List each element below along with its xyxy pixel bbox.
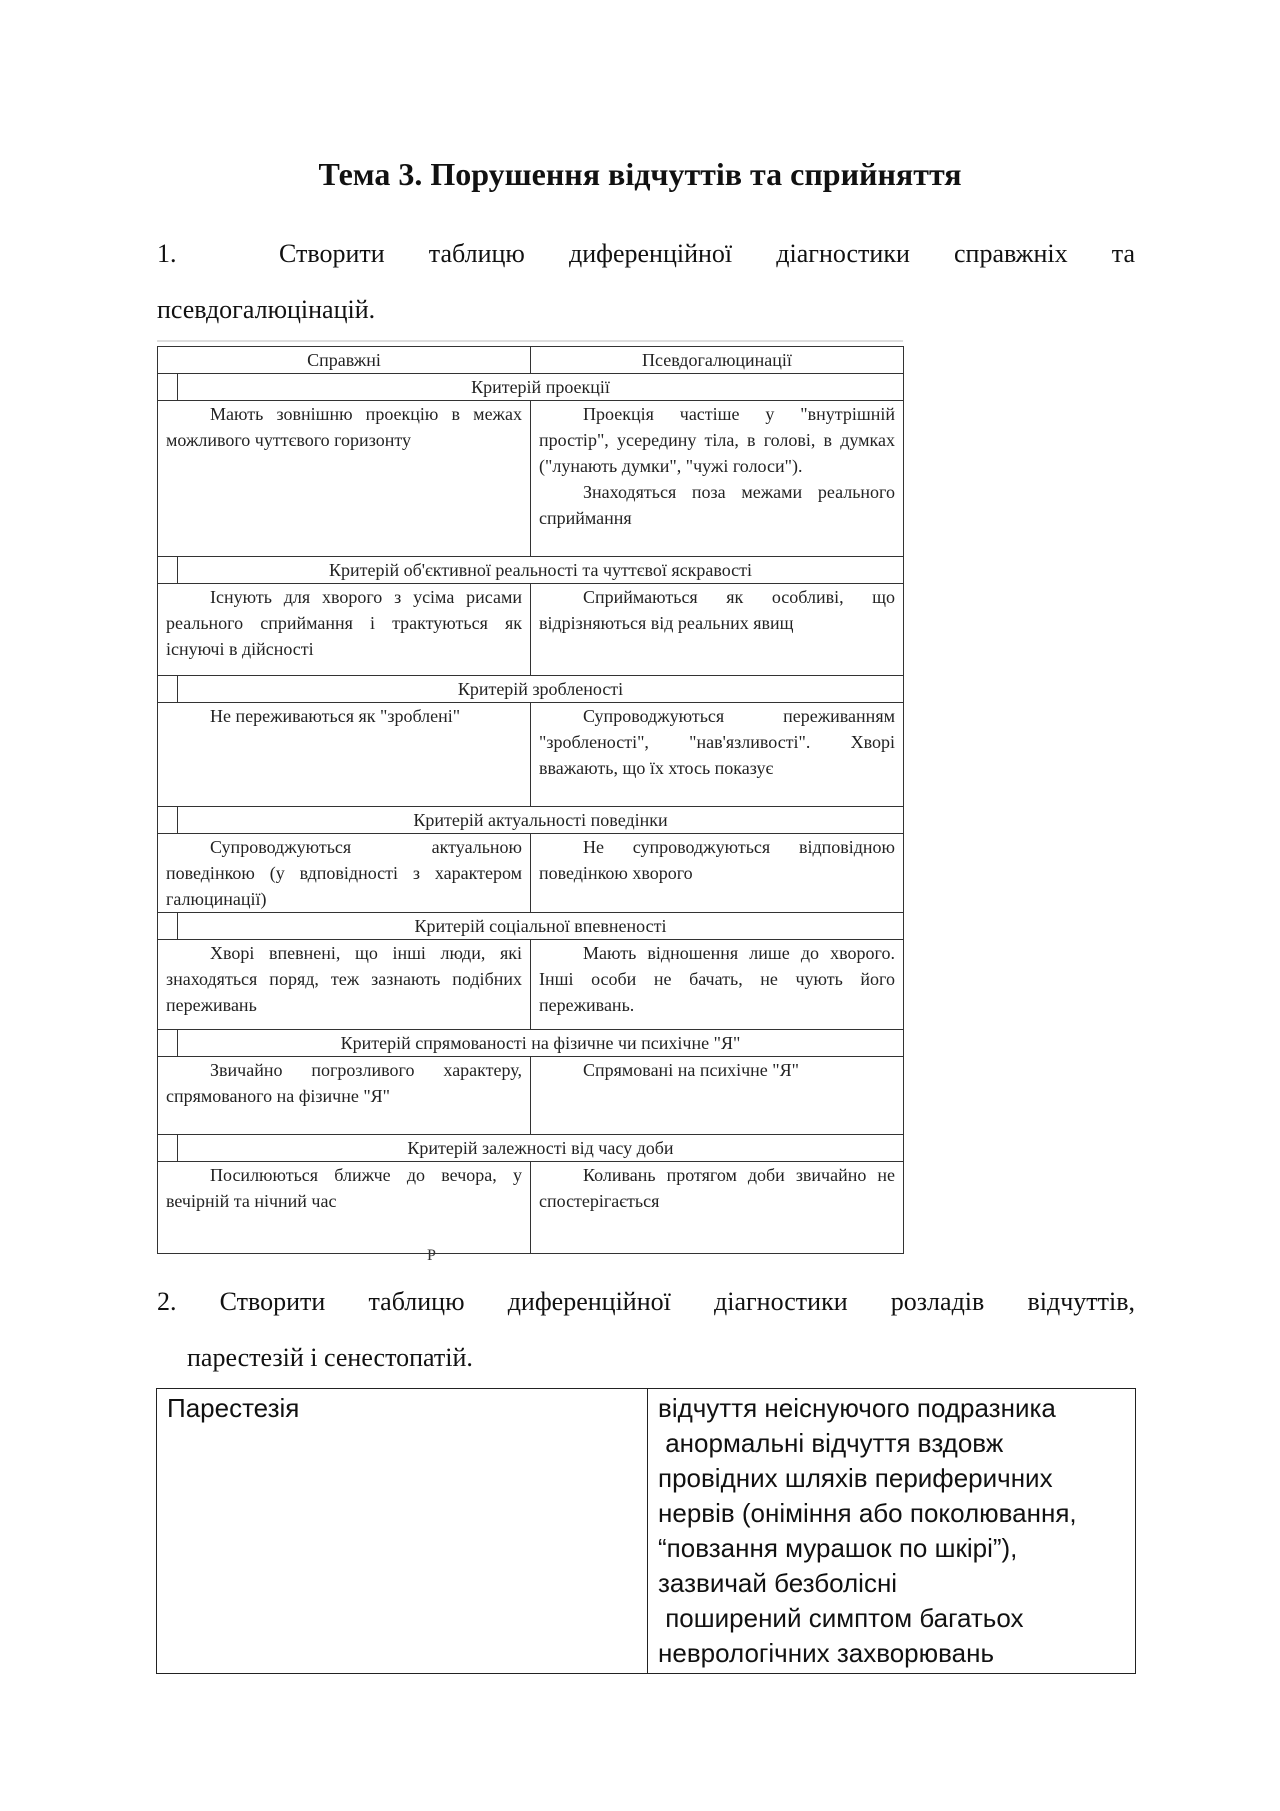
task-2 xyxy=(157,1274,1135,1386)
stub-cell xyxy=(158,807,178,834)
true-cell: Посилюються ближче до вечора, у вечірній та нічний час xyxy=(158,1162,531,1254)
header-row xyxy=(158,347,904,374)
definition-line: анормальні відчуття вздовж xyxy=(658,1428,1004,1458)
criterion-label: Критерій спрямованості на фізичне чи психічне "Я" xyxy=(178,1030,904,1057)
true-cell: Існують для хворого з усіма рисами реального сприймання і трактуються як існуючі в дійсності xyxy=(158,584,531,676)
stub-cell xyxy=(158,557,178,584)
task-2-text-line2: парестезій і сенестопатій. xyxy=(187,1343,473,1372)
criterion-label: Критерій соціальної впевненості xyxy=(178,913,904,940)
criterion-row xyxy=(158,1135,904,1162)
scanned-table-image xyxy=(157,340,903,1264)
content-row xyxy=(158,940,904,1030)
definition-line: зазвичай безболісні xyxy=(658,1568,898,1598)
definition-cell xyxy=(648,1389,1136,1674)
pseudo-cell: Коливань протягом доби звичайно не спостерігається xyxy=(531,1162,904,1254)
criterion-label: Критерій об'єктивної реальності та чуттєвої яскравості xyxy=(178,557,904,584)
definition-line: поширений симптом багатьох xyxy=(658,1603,1024,1633)
stub-cell xyxy=(158,374,178,401)
true-cell: Звичайно погрозливого характеру, спрямованого на фізичне "Я" xyxy=(158,1057,531,1135)
scan-trailing-fragment: Р xyxy=(427,1247,436,1264)
pseudo-cell: Проекція частіше у "внутрішній простір", усередину тіла, в голові, в думках ("лунають думки", "чужі голоси"). Знаходяться поза межами реального сприймання xyxy=(531,401,904,557)
content-row xyxy=(158,1162,904,1254)
criterion-label: Критерій залежності від часу доби xyxy=(178,1135,904,1162)
criterion-row xyxy=(158,1030,904,1057)
criterion-row xyxy=(158,557,904,584)
pseudo-cell: Не супроводжуються відповідною поведінкою хворого xyxy=(531,834,904,913)
stub-cell xyxy=(158,913,178,940)
differential-table-paresthesia xyxy=(156,1388,1136,1674)
task-1 xyxy=(157,226,1135,338)
differential-table-hallucinations xyxy=(157,346,904,1254)
definition-line: неврологічних захворювань xyxy=(658,1638,995,1668)
task-1-number: 1. xyxy=(157,239,177,268)
true-cell: Супроводжуються актуальною поведінкою (у вдповідності з характером галюцинації) xyxy=(158,834,531,913)
definition-line: відчуття неіснуючого подразника xyxy=(658,1393,1056,1423)
criterion-row xyxy=(158,676,904,703)
criterion-label: Критерій актуальності поведінки xyxy=(178,807,904,834)
task-2-number: 2. xyxy=(157,1287,177,1316)
true-cell: Не переживаються як "зроблені" xyxy=(158,703,531,807)
true-cell: Мають зовнішню проекцію в межах можливого чуттєвого горизонту xyxy=(158,401,531,557)
true-cell: Хворі впевнені, що інші люди, які знаходяться поряд, теж зазнають подібних переживань xyxy=(158,940,531,1030)
content-row xyxy=(158,703,904,807)
definition-line: нервів (оніміння або поколювання, xyxy=(658,1498,1077,1528)
header-pseudo: Псевдогалюцинації xyxy=(531,347,904,374)
term-cell: Парестезія xyxy=(157,1389,648,1674)
task-2-text-line1: Створити таблицю диференційної діагностики розладів відчуттів, xyxy=(219,1287,1135,1316)
content-row xyxy=(158,834,904,913)
definition-line: провідних шляхів периферичних xyxy=(658,1463,1053,1493)
content-row xyxy=(158,1057,904,1135)
pseudo-cell: Супроводжуються переживанням "зробленості", "нав'язливості". Хворі вважають, що їх хтось показує xyxy=(531,703,904,807)
scan-top-edge xyxy=(157,340,903,342)
stub-cell xyxy=(158,1135,178,1162)
criterion-row xyxy=(158,807,904,834)
criterion-row xyxy=(158,913,904,940)
criterion-row xyxy=(158,374,904,401)
criterion-label: Критерій зробленості xyxy=(178,676,904,703)
table-row xyxy=(157,1389,1136,1674)
content-row xyxy=(158,401,904,557)
task-1-text-line2: псевдогалюцінацій. xyxy=(157,295,376,324)
page-title: Тема 3. Порушення відчуттів та сприйняття xyxy=(318,156,962,192)
criterion-label: Критерій проекції xyxy=(178,374,904,401)
header-true: Справжні xyxy=(158,347,531,374)
stub-cell xyxy=(158,1030,178,1057)
task-1-text-line1: Створити таблицю диференційної діагностики справжніх та xyxy=(279,239,1135,268)
pseudo-cell: Мають відношення лише до хворого. Інші особи не бачать, не чують його переживань. xyxy=(531,940,904,1030)
stub-cell xyxy=(158,676,178,703)
pseudo-cell: Спрямовані на психічне "Я" xyxy=(531,1057,904,1135)
pseudo-cell: Сприймаються як особливі, що відрізняються від реальних явищ xyxy=(531,584,904,676)
content-row xyxy=(158,584,904,676)
definition-line: “повзання мурашок по шкірі”), xyxy=(658,1533,1018,1563)
